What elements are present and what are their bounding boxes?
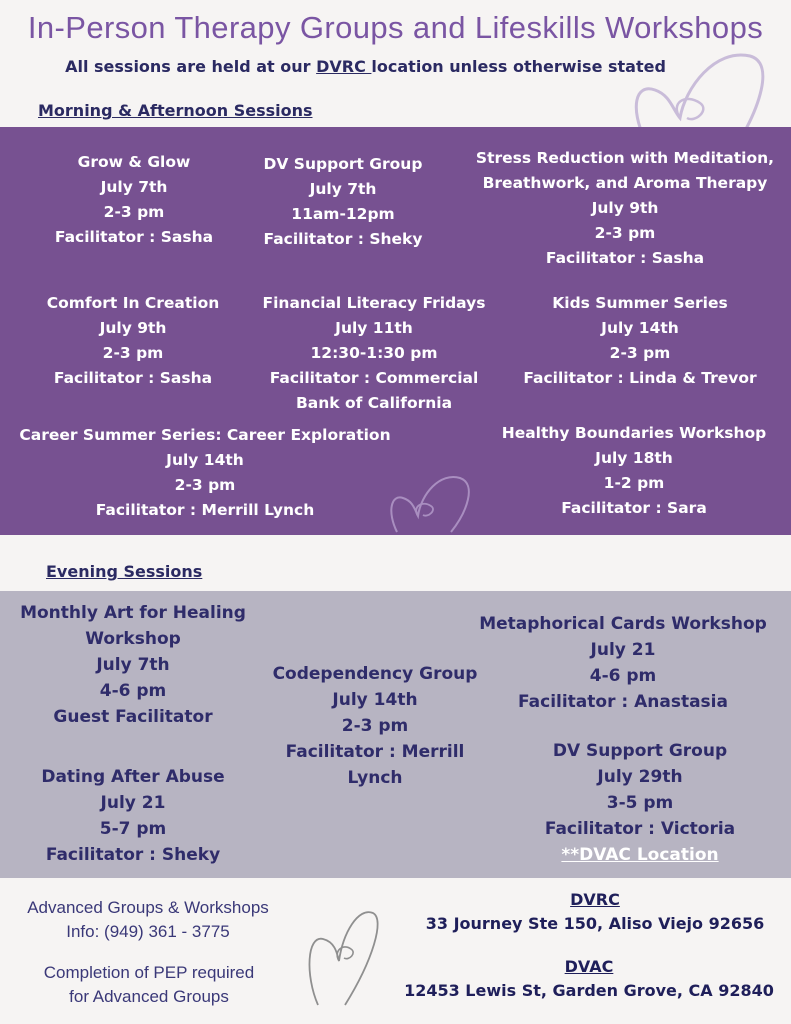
dvrc-address: 33 Journey Ste 150, Aliso Viejo 92656 — [425, 914, 765, 933]
session-facilitator: Facilitator : Merrill — [285, 742, 465, 762]
session-facilitator: Facilitator : Sasha — [545, 249, 705, 267]
pep-line: Completion of PEP required — [43, 963, 255, 982]
note-text-end: location unless otherwise stated — [371, 57, 666, 76]
pep-requirement — [0, 961, 298, 1009]
heart-swirl-icon — [385, 472, 475, 535]
session-date: July 21 — [100, 793, 166, 813]
session-title: Codependency Group — [272, 664, 478, 684]
session-title: Financial Literacy Fridays — [262, 294, 486, 312]
session-facilitator: Facilitator : Merrill Lynch — [95, 501, 315, 519]
session-time: 1-2 pm — [603, 474, 665, 492]
session-date: July 9th — [99, 319, 167, 337]
session-time: 2-3 pm — [102, 344, 164, 362]
evening-heading: Evening Sessions — [46, 562, 203, 581]
session-time: 2-3 pm — [341, 716, 409, 736]
session-title: Metaphorical Cards Workshop — [479, 614, 767, 634]
session-date: July 14th — [166, 451, 244, 469]
dvrc-label: DVRC — [570, 890, 620, 909]
session-dv-support-evening — [520, 738, 760, 868]
session-time: 2-3 pm — [103, 203, 165, 221]
session-time: 2-3 pm — [609, 344, 671, 362]
session-date: July 7th — [100, 178, 168, 196]
session-title: DV Support Group — [552, 741, 728, 761]
session-facilitator: Facilitator : Linda & Trevor — [523, 369, 757, 387]
session-title-cont: Workshop — [85, 629, 181, 649]
session-time: 5-7 pm — [99, 819, 167, 839]
session-facilitator: Guest Facilitator — [53, 707, 213, 727]
session-date: July 18th — [595, 449, 673, 467]
session-date: July 11th — [335, 319, 413, 337]
session-stress-reduction — [460, 146, 790, 271]
session-comfort-creation — [20, 291, 246, 391]
session-date: July 7th — [309, 180, 377, 198]
morning-heading: Morning & Afternoon Sessions — [38, 101, 313, 120]
session-facilitator: Facilitator : Sasha — [54, 228, 214, 246]
dvac-address: 12453 Lewis St, Garden Grove, CA 92840 — [404, 981, 774, 1000]
dvrc-address-block — [410, 888, 780, 936]
session-time: 12:30-1:30 pm — [310, 344, 438, 362]
heart-swirl-icon — [303, 905, 383, 1009]
session-title: Kids Summer Series — [552, 294, 728, 312]
location-note — [0, 57, 731, 76]
session-title: Healthy Boundaries Workshop — [501, 424, 767, 442]
session-facilitator: Facilitator : Victoria — [544, 819, 736, 839]
session-date: July 14th — [601, 319, 679, 337]
session-title: Monthly Art for Healing — [20, 603, 246, 623]
session-facilitator: Facilitator : Sara — [561, 499, 707, 517]
session-date: July 9th — [591, 199, 659, 217]
session-healthy-boundaries — [484, 421, 784, 521]
session-title: Dating After Abuse — [41, 767, 225, 787]
evening-sessions-panel — [0, 591, 791, 878]
session-title: Grow & Glow — [77, 153, 191, 171]
session-title-cont: Breathwork, and Aroma Therapy — [482, 174, 768, 192]
session-career-summer — [0, 423, 410, 523]
session-title: DV Support Group — [263, 155, 423, 173]
session-metaphorical-cards — [464, 611, 782, 715]
session-grow-glow — [30, 150, 238, 250]
session-title: Stress Reduction with Meditation, — [475, 149, 775, 167]
phone-number[interactable]: Info: (949) 361 - 3775 — [66, 922, 230, 941]
session-facilitator: Facilitator : Sheky — [263, 230, 423, 248]
session-title: Comfort In Creation — [46, 294, 220, 312]
session-dating-after-abuse — [16, 764, 250, 868]
session-date: July 29th — [597, 767, 683, 787]
dvrc-link[interactable]: DVRC — [316, 57, 372, 76]
morning-sessions-panel — [0, 127, 791, 535]
session-date: July 21 — [590, 640, 656, 660]
session-time: 4-6 pm — [589, 666, 657, 686]
session-art-healing — [10, 600, 256, 730]
session-financial-literacy — [246, 291, 502, 416]
advanced-info — [0, 896, 296, 944]
session-time: 2-3 pm — [174, 476, 236, 494]
session-facilitator-cont: Bank of California — [295, 394, 453, 412]
session-facilitator: Facilitator : Commercial — [269, 369, 479, 387]
note-text: All sessions are held at our — [65, 57, 317, 76]
session-facilitator: Facilitator : Sheky — [45, 845, 221, 865]
session-time: 2-3 pm — [594, 224, 656, 242]
session-time: 11am-12pm — [291, 205, 395, 223]
dvac-label: DVAC — [564, 957, 614, 976]
session-time: 3-5 pm — [606, 793, 674, 813]
session-kids-summer — [508, 291, 772, 391]
session-codependency — [258, 661, 492, 791]
session-title: Career Summer Series: Career Exploration — [19, 426, 391, 444]
session-facilitator-cont: Lynch — [347, 768, 403, 788]
session-time: 4-6 pm — [99, 681, 167, 701]
page-title: In-Person Therapy Groups and Lifeskills Workshops — [27, 10, 764, 45]
dvac-location-link[interactable]: **DVAC Location — [561, 845, 719, 865]
session-date: July 7th — [96, 655, 170, 675]
session-dv-support — [238, 152, 448, 252]
session-facilitator: Facilitator : Sasha — [53, 369, 213, 387]
advanced-groups-label: Advanced Groups & Workshops — [27, 898, 269, 917]
pep-line-cont: for Advanced Groups — [69, 987, 229, 1006]
session-date: July 14th — [332, 690, 418, 710]
session-facilitator: Facilitator : Anastasia — [518, 692, 728, 712]
dvac-address-block — [396, 955, 782, 1003]
